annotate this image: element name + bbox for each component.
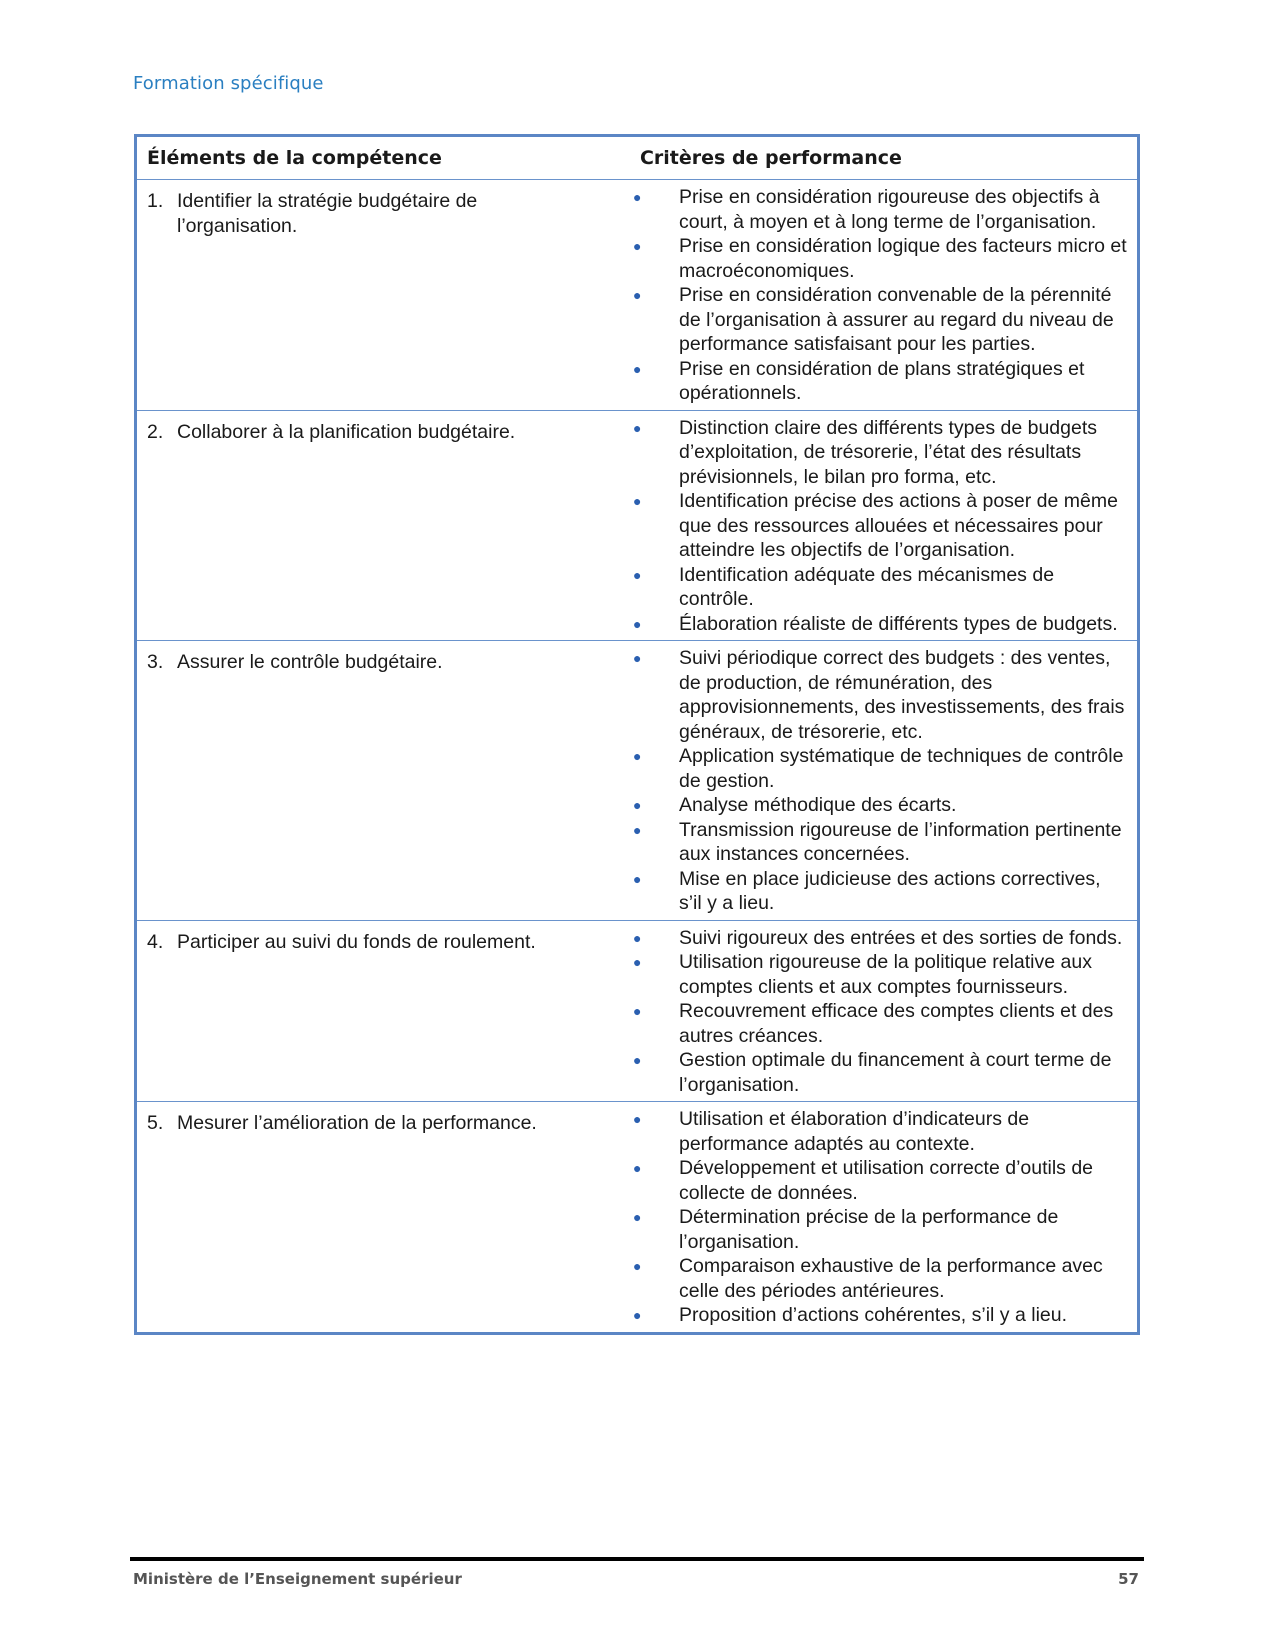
bullet-icon: ● xyxy=(632,287,642,303)
criteria-list xyxy=(629,926,1127,1098)
criteria-cell xyxy=(629,180,1139,411)
element-number: 2. xyxy=(147,420,164,443)
criterion-text: Élaboration réaliste de différents types de budgets. xyxy=(678,612,1118,635)
element-text: Participer au suivi du fonds de roulement. xyxy=(177,930,536,953)
list-item xyxy=(629,646,1127,744)
element-text: Collaborer à la planification budgétaire. xyxy=(177,420,516,443)
column-header-elements: Éléments de la compétence xyxy=(136,136,629,180)
criterion-text: Analyse méthodique des écarts. xyxy=(678,794,957,816)
element-cell xyxy=(136,1102,629,1334)
list-item xyxy=(629,1156,1127,1205)
footer-page-number: 57 xyxy=(1118,1570,1139,1588)
element-text: Mesurer l’amélioration de la performance. xyxy=(177,1112,537,1134)
list-item xyxy=(629,1205,1127,1254)
criteria-cell xyxy=(629,641,1139,921)
list-item xyxy=(629,744,1127,793)
list-item xyxy=(629,234,1127,283)
criterion-text: Prise en considération logique des facteurs micro et macroéconomiques. xyxy=(678,235,1127,282)
element-number: 1. xyxy=(147,190,164,212)
list-item xyxy=(629,950,1127,999)
column-header-criteria: Critères de performance xyxy=(629,136,1139,180)
criterion-text: Transmission rigoureuse de l’information pertinente aux instances concernées. xyxy=(678,818,1122,865)
table-row xyxy=(136,1102,1139,1334)
bullet-icon: ● xyxy=(632,419,642,436)
list-item xyxy=(629,867,1127,916)
list-item xyxy=(629,185,1127,234)
criterion-text: Suivi périodique correct des budgets : des ventes, de production, de rémunération, des approvisionnements, des investissements, des frais généraux, de trésorerie, etc. xyxy=(678,647,1125,743)
criterion-text: Détermination précise de la performance de l’organisation. xyxy=(678,1206,1059,1253)
list-item xyxy=(629,818,1127,867)
criteria-list xyxy=(629,646,1127,916)
element-cell xyxy=(136,410,629,641)
element-number: 4. xyxy=(147,930,164,953)
criteria-cell xyxy=(629,410,1139,641)
bullet-icon: ● xyxy=(632,748,642,764)
list-item xyxy=(629,283,1127,357)
criterion-text: Prise en considération de plans stratégiques et opérationnels. xyxy=(678,357,1085,404)
table-header-row xyxy=(136,136,1139,180)
bullet-icon: ● xyxy=(632,1052,642,1068)
bullet-icon: ● xyxy=(632,615,642,632)
table-body xyxy=(136,180,1139,1334)
footer-divider xyxy=(130,1557,1144,1561)
criterion-text: Prise en considération convenable de la pérennité de l’organisation à assurer au regard du niveau de performance satisfaisant pour les parties. xyxy=(678,284,1114,355)
criterion-text: Proposition d’actions cohérentes, s’il y a lieu. xyxy=(678,1304,1068,1326)
criterion-text: Mise en place judicieuse des actions correctives, s’il y a lieu. xyxy=(678,867,1101,914)
bullet-icon: ● xyxy=(632,493,642,509)
criterion-text: Utilisation rigoureuse de la politique relative aux comptes clients et aux comptes fournisseurs. xyxy=(678,951,1092,998)
criterion-text: Gestion optimale du financement à court terme de l’organisation. xyxy=(678,1049,1112,1096)
criteria-cell xyxy=(629,1102,1139,1334)
bullet-icon: ● xyxy=(632,189,642,205)
criteria-cell xyxy=(629,920,1139,1102)
criteria-list xyxy=(629,1107,1127,1328)
bullet-icon: ● xyxy=(632,797,642,813)
criterion-text: Application systématique de techniques de contrôle de gestion. xyxy=(678,745,1124,792)
element-cell xyxy=(136,180,629,411)
element-number: 3. xyxy=(147,651,164,673)
list-item xyxy=(629,1254,1127,1303)
bullet-icon: ● xyxy=(632,360,642,377)
list-item xyxy=(629,416,1127,490)
criteria-list xyxy=(629,185,1127,406)
criterion-text: Prise en considération rigoureuse des objectifs à court, à moyen et à long terme de l’organisation. xyxy=(678,186,1100,233)
list-item xyxy=(629,1048,1127,1097)
bullet-icon: ● xyxy=(632,1160,642,1176)
competence-table xyxy=(134,134,1140,1335)
table-row xyxy=(136,410,1139,641)
criterion-text: Suivi rigoureux des entrées et des sorties de fonds. xyxy=(678,926,1123,949)
bullet-icon: ● xyxy=(632,566,642,583)
criterion-text: Recouvrement efficace des comptes clients et des autres créances. xyxy=(678,1000,1114,1047)
list-item xyxy=(629,357,1127,406)
criterion-text: Identification adéquate des mécanismes de contrôle. xyxy=(678,563,1055,610)
table-row xyxy=(136,180,1139,411)
page-header-title: Formation spécifique xyxy=(133,73,324,94)
criterion-text: Distinction claire des différents types de budgets d’exploitation, de trésorerie, l’état des résultats prévisionnels, le bilan pro forma, etc. xyxy=(678,416,1098,488)
footer-ministry: Ministère de l’Enseignement supérieur xyxy=(133,1570,462,1588)
bullet-icon: ● xyxy=(632,929,642,946)
bullet-icon: ● xyxy=(632,821,642,838)
list-item xyxy=(629,563,1127,612)
list-item xyxy=(629,1303,1127,1328)
criterion-text: Développement et utilisation correcte d’outils de collecte de données. xyxy=(678,1157,1094,1204)
table-row xyxy=(136,641,1139,921)
bullet-icon: ● xyxy=(632,870,642,887)
element-cell xyxy=(136,641,629,921)
criteria-list xyxy=(629,416,1127,637)
table-row xyxy=(136,920,1139,1102)
bullet-icon: ● xyxy=(632,650,642,666)
bullet-icon: ● xyxy=(632,1258,642,1274)
element-text: Assurer le contrôle budgétaire. xyxy=(177,651,443,673)
list-item xyxy=(629,489,1127,563)
bullet-icon: ● xyxy=(632,238,642,254)
criterion-text: Comparaison exhaustive de la performance avec celle des périodes antérieures. xyxy=(678,1255,1103,1302)
list-item xyxy=(629,793,1127,818)
bullet-icon: ● xyxy=(632,1307,642,1323)
list-item xyxy=(629,1107,1127,1156)
bullet-icon: ● xyxy=(632,1209,642,1225)
bullet-icon: ● xyxy=(632,954,642,970)
criterion-text: Identification précise des actions à poser de même que des ressources allouées et nécessaires pour atteindre les objectifs de l’organisation. xyxy=(678,490,1118,561)
element-text: Identifier la stratégie budgétaire de l’organisation. xyxy=(177,190,478,237)
element-cell xyxy=(136,920,629,1102)
list-item xyxy=(629,612,1127,637)
list-item xyxy=(629,999,1127,1048)
element-number: 5. xyxy=(147,1112,164,1134)
bullet-icon: ● xyxy=(632,1111,642,1127)
criterion-text: Utilisation et élaboration d’indicateurs de performance adaptés au contexte. xyxy=(678,1108,1030,1155)
list-item xyxy=(629,926,1127,951)
bullet-icon: ● xyxy=(632,1003,642,1019)
